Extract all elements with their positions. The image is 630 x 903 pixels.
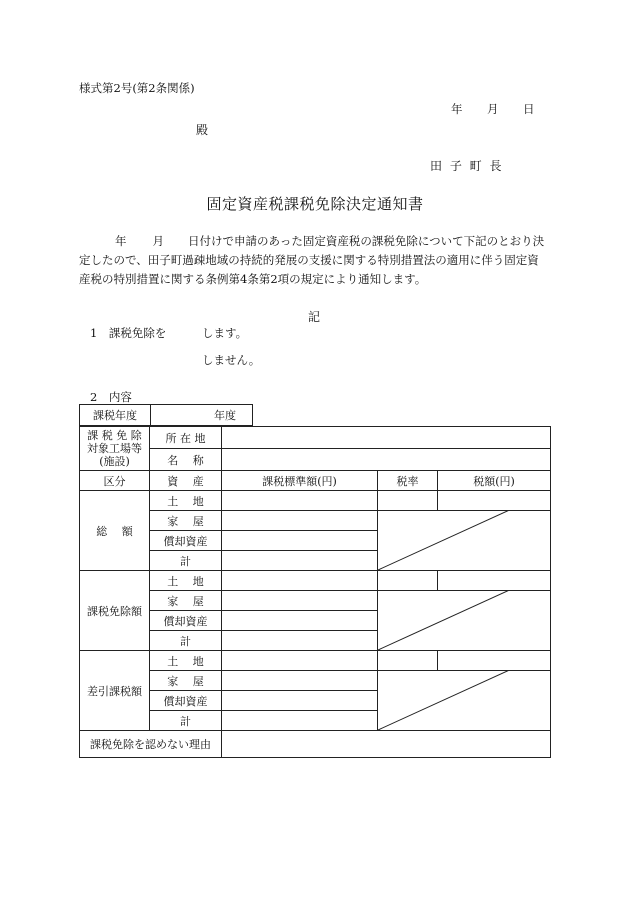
facility-label-line3: (施設): [99, 455, 130, 468]
group-exempt-label: 課税免除額: [80, 571, 150, 651]
diagonal-line: [378, 671, 550, 730]
date-day: 日: [523, 102, 535, 116]
name-value: [222, 449, 551, 471]
row-sum: 計: [150, 551, 222, 571]
group-net-label: 差引課税額: [80, 651, 150, 731]
cell-rate: [378, 571, 438, 591]
cell-amount: [438, 491, 551, 511]
tax-year-value: [151, 405, 253, 426]
cell-standard: [222, 671, 378, 691]
cell-amount: [438, 571, 551, 591]
reason-value: [222, 731, 551, 758]
addressee-suffix: 殿: [196, 123, 209, 137]
diagonal-line: [378, 591, 550, 650]
tax-year-unit: 年度: [214, 409, 236, 422]
diagonal-cell: [378, 671, 551, 731]
cell-standard: [222, 691, 378, 711]
date-line: [451, 101, 535, 117]
name-label: 名 称: [150, 449, 222, 471]
diagonal-line: [378, 511, 550, 570]
location-value: [222, 427, 551, 449]
option-yes: します。: [202, 326, 248, 340]
header-rate: 税率: [378, 471, 438, 491]
header-standard: 課税標準額(円): [222, 471, 378, 491]
item2-label: 2 内容: [90, 390, 132, 404]
option-no: しません。: [202, 353, 261, 367]
row-land: 土 地: [150, 491, 222, 511]
document-title: 固定資産税課税免除決定通知書: [206, 195, 424, 213]
reason-label: 課税免除を認めない理由: [80, 731, 222, 758]
cell-rate: [378, 651, 438, 671]
body-paragraph: 日付けで申請のあった固定資産税の課税免除について下記のとおり決定したので、田子町過疎地域の持続的発展の支援に関する特別措置法の適用に伴う固定資産税の特別措置に関する条例第4条第2項の規定により通知します。: [79, 234, 545, 286]
issuer: 田 子 町 長: [430, 159, 504, 173]
diagonal-cell: [378, 591, 551, 651]
location-label: 所 在 地: [150, 427, 222, 449]
date-year: 年: [451, 102, 463, 116]
row-building: 家 屋: [150, 591, 222, 611]
cell-standard: [222, 511, 378, 531]
cell-standard: [222, 531, 378, 551]
cell-standard: [222, 711, 378, 731]
content-table: [79, 426, 551, 758]
facility-label: [80, 427, 150, 471]
cell-standard: [222, 611, 378, 631]
cell-rate: [378, 491, 438, 511]
row-sum: 計: [150, 711, 222, 731]
body-year: 年: [115, 234, 127, 248]
row-depreciable: 償却資産: [150, 531, 222, 551]
header-asset: 資 産: [150, 471, 222, 491]
item1-label: 1 課税免除を: [90, 326, 167, 340]
tax-year-table: [79, 404, 253, 426]
group-total-label: 総 額: [80, 491, 150, 571]
cell-amount: [438, 651, 551, 671]
cell-standard: [222, 571, 378, 591]
row-depreciable: 償却資産: [150, 691, 222, 711]
tax-year-label: 課税年度: [80, 405, 151, 426]
form-number: 様式第2号(第2条関係): [79, 81, 195, 95]
row-land: 土 地: [150, 571, 222, 591]
body-month: 月: [152, 234, 164, 248]
facility-label-line2: 対象工場等: [87, 442, 142, 455]
cell-standard: [222, 631, 378, 651]
row-building: 家 屋: [150, 511, 222, 531]
diagonal-cell: [378, 511, 551, 571]
row-building: 家 屋: [150, 671, 222, 691]
cell-standard: [222, 651, 378, 671]
cell-standard: [222, 491, 378, 511]
date-month: 月: [487, 102, 499, 116]
cell-standard: [222, 551, 378, 571]
header-amount: 税額(円): [438, 471, 551, 491]
header-category: 区分: [80, 471, 150, 491]
row-depreciable: 償却資産: [150, 611, 222, 631]
row-sum: 計: [150, 631, 222, 651]
body-text: [79, 232, 549, 289]
row-land: 土 地: [150, 651, 222, 671]
facility-label-line1: 課 税 免 除: [87, 429, 142, 442]
cell-standard: [222, 591, 378, 611]
ki-heading: 記: [308, 310, 321, 324]
